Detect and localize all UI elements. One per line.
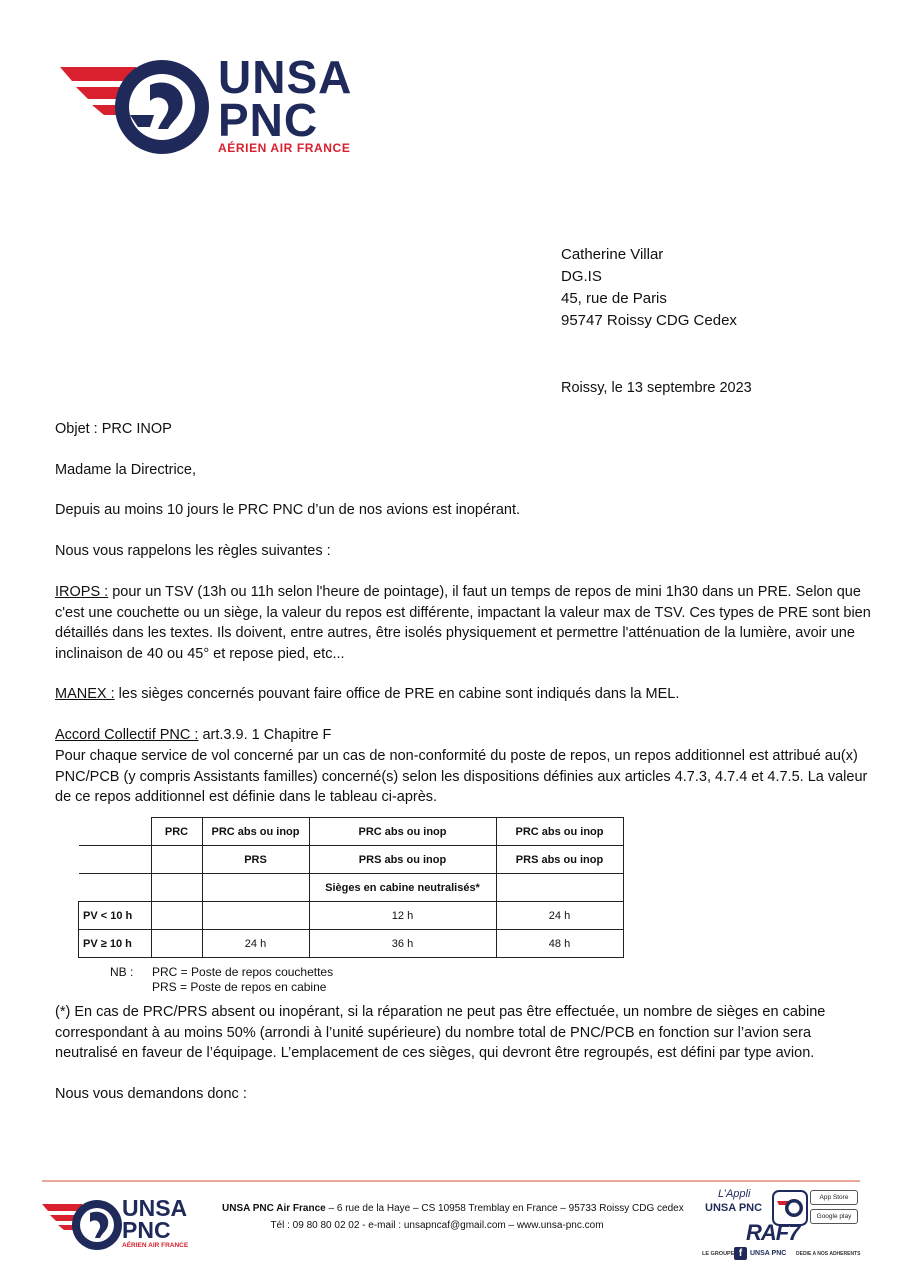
irops-paragraph [55, 582, 885, 664]
table-cell [202, 902, 309, 930]
footer-org: UNSA PNC Air France [222, 1203, 326, 1214]
footer-logo-pnc: PNC [122, 1217, 171, 1243]
footer-divider [42, 1180, 860, 1182]
logo-subtitle: AÉRIEN AIR FRANCE [218, 141, 351, 155]
manex-label: MANEX : [55, 686, 115, 702]
table-cell: 48 h [496, 930, 623, 958]
paragraph-1: Depuis au moins 10 jours le PRC PNC d’un de nos avions est inopérant. [55, 502, 521, 518]
table-cell: PRC abs ou inop [309, 818, 496, 846]
table-cell: 12 h [309, 902, 496, 930]
accord-paragraph: Pour chaque service de vol concerné par un cas de non-conformité du poste de repos, un repos additionnel est attribué au(x) PNC/PCB (y compris Assistants familles) concerné(s) selon les dispositions définies aux articles 4.7.3, 4.7.4 et 4.7.5. La valeur de ce repos additionnel est définie dans le tableau ci-après. [55, 748, 868, 805]
table-cell: PRC abs ou inop [496, 818, 623, 846]
table-cell: 24 h [496, 902, 623, 930]
recipient-name: Catherine Villar [561, 246, 664, 263]
app-line-2: UNSA PNC [705, 1202, 763, 1214]
footer-bottom-left: LE GROUPE [702, 1251, 735, 1257]
table-cell: PRS abs ou inop [496, 846, 623, 874]
table-row [79, 902, 624, 930]
table-row [79, 818, 624, 846]
manex-paragraph [55, 684, 885, 705]
table-row [79, 874, 624, 902]
accord-ref: art.3.9. 1 Chapitre F [198, 727, 332, 743]
paragraph-2: Nous vous rappelons les règles suivantes : [55, 543, 331, 559]
footer-address [222, 1203, 682, 1214]
date-line: Roissy, le 13 septembre 2023 [561, 380, 752, 396]
table-cell [151, 902, 202, 930]
table-row-label: PV ≥ 10 h [79, 930, 152, 958]
nb-line-1: PRC = Poste de repos couchettes [152, 965, 334, 979]
accord-heading [55, 725, 885, 746]
paragraph-last: Nous vous demandons donc : [55, 1086, 247, 1102]
app-store-badge[interactable]: App Store [810, 1190, 858, 1205]
header-logo [58, 51, 378, 160]
recipient-street: 45, rue de Paris [561, 290, 667, 307]
table-cell [202, 874, 309, 902]
recipient-city: 95747 Roissy CDG Cedex [561, 312, 737, 329]
app-line-1: L’Appli [718, 1188, 751, 1200]
recipient-dept: DG.IS [561, 268, 602, 285]
irops-text: pour un TSV (13h ou 11h selon l'heure de pointage), il faut un temps de repos de mini 1h30 dans un PRE. Selon que c'est une couchette ou un siège, la valeur du repos est différente, impactant la valeur max de TSV. Ces types de PRE sont bien détaillés dans les textes. Ils doivent, entre autres, être isolés physiquement et permettre l'atténuation de la lumière, avoir une inclinaison de 40 ou 45° et repose pied, etc... [55, 584, 871, 662]
footer-logo-unsa: UNSA [122, 1195, 188, 1221]
table-cell [151, 930, 202, 958]
table-cell: 24 h [202, 930, 309, 958]
table-cell: PRS [202, 846, 309, 874]
table-cell: Sièges en cabine neutralisés* [309, 874, 496, 902]
pegasus-emblem-icon [42, 1196, 122, 1254]
irops-label: IROPS : [55, 584, 109, 600]
rest-table [78, 817, 624, 958]
table-row-label: PV < 10 h [79, 902, 152, 930]
accord-label: Accord Collectif PNC : [55, 727, 199, 743]
footer-bottom-right: DEDIE A NOS ADHERENTS [796, 1251, 861, 1257]
footer-address-text: – 6 rue de la Haye – CS 10958 Tremblay en France – 95733 Roissy CDG cedex [325, 1203, 684, 1214]
google-play-badge[interactable]: Google play [810, 1209, 858, 1224]
nb-label: NB : [110, 965, 134, 979]
pegasus-emblem-icon [58, 55, 218, 160]
table-cell: PRC abs ou inop [202, 818, 309, 846]
footer-logo [42, 1196, 202, 1254]
table-cell: PRS abs ou inop [309, 846, 496, 874]
app-promo [700, 1188, 865, 1266]
table-cell [151, 846, 202, 874]
table-row [79, 846, 624, 874]
nb-line-2: PRS = Poste de repos en cabine [152, 980, 327, 994]
table-cell: PRC [151, 818, 202, 846]
logo-pnc: PNC [218, 94, 319, 146]
manex-text: les sièges concernés pouvant faire office de PRE en cabine sont indiqués dans la MEL. [114, 686, 680, 702]
footer-bottom-mid: UNSA PNC [750, 1250, 787, 1257]
table-row [79, 930, 624, 958]
logo-unsa: UNSA [218, 51, 353, 103]
facebook-icon: f [734, 1247, 747, 1260]
object-line: Objet : PRC INOP [55, 421, 172, 437]
paragraph-star: (*) En cas de PRC/PRS absent ou inopérant, si la réparation ne peut pas être effectuée, un nombre de sièges en cabine correspondant à au moins 50% (arrondi à l’unité supérieure) du nombre total de PNC/PCB en fonction sur l’avion sera neutralisé en faveur de l’équipage. L’emplacement de ces sièges, qui devront être regroupés, est défini par type avion. [55, 1004, 826, 1061]
raf7-logo: RAF7 [746, 1220, 800, 1245]
footer-contact: Tél : 09 80 80 02 02 - e-mail : unsapncaf@gmail.com – www.unsa-pnc.com [270, 1220, 604, 1231]
footer-logo-subtitle: AÉRIEN AIR FRANCE [122, 1242, 189, 1249]
table-cell [151, 874, 202, 902]
table-cell [496, 874, 623, 902]
table-cell: 36 h [309, 930, 496, 958]
salutation: Madame la Directrice, [55, 462, 197, 478]
